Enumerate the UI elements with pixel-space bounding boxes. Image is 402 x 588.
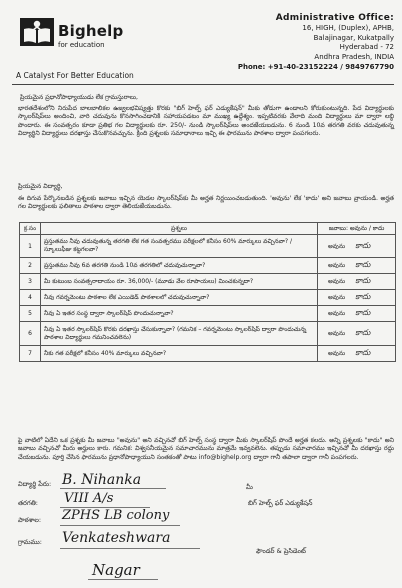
handwritten-village: Venkateshwara	[62, 530, 171, 546]
answer-cell	[318, 258, 396, 274]
row-number: 2	[20, 258, 41, 274]
table-header: క్ర.సం	[20, 223, 41, 235]
answer-label: అవును	[328, 330, 346, 337]
bighelp-logo-icon	[20, 16, 54, 48]
office-line: 16, HIGH, (Duplex), APHB,	[302, 23, 394, 32]
handwritten-answer: కాదు	[355, 260, 371, 269]
greeting: ప్రియమైన ప్రధానోపాధ్యాయుడు లేక గ్రామస్తురాలు,	[20, 94, 138, 101]
intro-paragraph: భారతదేశంలోని నిరుపేద బాలబాలికల ఉజ్వలభవిష్యత్తు కొరకు "బిగ్ హెల్ప్ ఫర్ ఎడ్యుకేషన్" మీకు తోడుగా ఉండాలని కోరుకుంటున్నది. పేద విద్యార్థులకు స్కాలర్‌షిప్‌లు అందించి, వారి చదువును కొనసాగించడానికి సహాయపడటం మా ముఖ్య ఉద్దేశ్యం. ఇప్పటివరకు వేలాది మంది విద్యార్థులు మా ద్వారా లబ్ధి పొందారు. ఈ సంవత్సరం కూడా ప్రతిభ గల విద్యార్థులకు రూ. 250/- నుండి స్కాలర్‌షిప్‌లు అందజేయబడును. 6 నుండి 10వ తరగతి వరకు చదువుతున్న విద్యార్థిని విద్యార్థులు దరఖాస్తు చేసుకొనవచ్చును. క్రింది ప్రశ్నలకు సమాధానాలు ఇచ్చి ఈ ఫారమును పాఠశాల ద్వారా పంపగలరు.	[18, 105, 394, 138]
table-header-row	[20, 223, 396, 235]
answer-label: అవును	[328, 278, 346, 285]
answer-cell	[318, 322, 396, 346]
question-text: మీ కుటుంబ సంవత్సరాదాయం రూ. 36,000/- (మూడు వేల రూపాయలు) మించకున్నదా?	[41, 274, 318, 290]
office-heading: Administrative Office:	[275, 13, 394, 23]
table-row	[20, 306, 396, 322]
answer-label: అవును	[328, 310, 346, 317]
eligibility-table	[19, 222, 396, 362]
signature-org: బిగ్ హెల్ప్ ఫర్ ఎడ్యుకేషన్	[248, 499, 313, 507]
table-row	[20, 274, 396, 290]
tagline: A Catalyst For Better Education	[16, 71, 134, 80]
school-underline	[60, 525, 180, 526]
table-row	[20, 235, 396, 258]
handwritten-class: VIII A/s	[64, 491, 114, 506]
answer-cell	[318, 290, 396, 306]
handwritten-answer: కాదు	[355, 276, 371, 285]
row-number: 1	[20, 235, 41, 258]
handwritten-answer: కాదు	[355, 292, 371, 301]
table-row	[20, 258, 396, 274]
handwritten-village-cont: Nagar	[92, 561, 140, 579]
brand-name: Bighelp	[58, 22, 124, 40]
school-label: పాఠశాల:	[18, 516, 42, 524]
answer-cell	[318, 306, 396, 322]
student-greeting: ప్రియమైన విద్యార్థి,	[18, 183, 63, 190]
office-line: Balajinagar, Kukatpally	[313, 33, 394, 42]
row-number: 7	[20, 346, 41, 362]
handwritten-answer: కాదు	[355, 308, 371, 317]
handwritten-answer: కాదు	[355, 328, 371, 337]
handwritten-name: B. Nihanka	[62, 472, 142, 488]
table-header: జవాబు: అవును / కాదు	[318, 223, 396, 235]
brand-subtitle: for education	[58, 41, 105, 49]
question-text: ప్రస్తుతము నీవు 6వ తరగతి నుండి 10వ తరగతిలో చదువుచున్నావా?	[41, 258, 318, 274]
office-address	[224, 14, 394, 73]
handwritten-school: ZPHS LB colony	[62, 508, 170, 523]
signature-title: ఫౌండర్ & ప్రెసిడెంట్	[256, 547, 306, 555]
answer-label: అవును	[328, 294, 346, 301]
answer-cell	[318, 346, 396, 362]
table-row	[20, 322, 396, 346]
name-underline	[60, 488, 166, 489]
village-underline-2	[88, 579, 158, 580]
office-line: Andhra Pradesh, INDIA	[314, 53, 394, 62]
class-label: తరగతి:	[18, 499, 38, 507]
handwritten-answer: కాదు	[355, 240, 371, 250]
question-text: నీవు ఏ ఇతర సంస్థ ద్వారా స్కాలర్‌షిప్ పొందుచున్నావా?	[41, 306, 318, 322]
signature-salutation: మీ	[246, 483, 253, 491]
question-text: నీవు గవర్నమెంటు పాఠశాల లేక ఎయిడెడ్ పాఠశాలలో చదువుచున్నావా?	[41, 290, 318, 306]
closing-paragraph: పై వాటిలో ఏదేని ఒక ప్రశ్నకు మీ జవాబు "అవును" అని వచ్చినచో బిగ్ హెల్ప్ సంస్థ ద్వారా మీకు స్కాలర్‌షిప్ పొందే అర్హత కలదు. అన్ని ప్రశ్నలకు "కాదు" అని జవాబు వచ్చినచో మీరు అర్హులు కారు. గమనిక: విశ్వసనీయమైన సమాచారమును మాత్రమే ఇవ్వవలెను. తప్పుడు సమాచారము ఇచ్చినచో మీ దరఖాస్తు రద్దు చేయబడును. పూర్తి చేసిన ఫారమును ప్రధానోపాధ్యాయుని సంతకంతో పాటు info@bighelp.org ద్వారా గానీ తపాలా ద్వారా గానీ పంపగలరు.	[18, 437, 394, 461]
village-label: గ్రామము:	[18, 538, 42, 546]
name-label: విద్యార్థి పేరు:	[18, 480, 52, 488]
row-number: 3	[20, 274, 41, 290]
row-number: 4	[20, 290, 41, 306]
question-text: ప్రస్తుతము నీవు చదువుతున్న తరగతి లేక గత సంవత్సరము పరీక్షలలో కనీసం 60% మార్కులు వచ్చినవా? / స్కూలుఫీజు కట్టగలవా?	[41, 235, 318, 258]
answer-label: అవును	[328, 262, 346, 269]
answer-cell	[318, 235, 396, 258]
row-number: 6	[20, 322, 41, 346]
question-text: నీవు ఏ ఇతర స్కాలర్‌షిప్ కొరకు దరఖాస్తు చేసుకున్నావా? (గమనిక – గవర్నమెంటు స్కాలర్‌షిప్ ద్వారా పొందుచున్న పాఠశాల విద్యార్థులు గమనించవలెను)	[41, 322, 318, 346]
table-row	[20, 346, 396, 362]
office-line: Hyderabad - 72	[339, 43, 394, 52]
handwritten-answer: కాదు	[355, 348, 371, 357]
office-phone: Phone: +91-40-23152224 / 9849767790	[237, 62, 394, 71]
answer-cell	[318, 274, 396, 290]
header-divider	[12, 84, 394, 85]
table-header: ప్రశ్నలు	[41, 223, 318, 235]
table-row	[20, 290, 396, 306]
row-number: 5	[20, 306, 41, 322]
answer-label: అవును	[328, 242, 346, 250]
question-text: నీకు గత పరీక్షలో కనీసం 40% మార్కులు వచ్చినవా?	[41, 346, 318, 362]
answer-label: అవును	[328, 350, 346, 357]
instructions-paragraph: ఈ దిగువ పేర్కొనబడిన ప్రశ్నలకు జవాబు ఇచ్చిన యెడల స్కాలర్‌షిప్‌కు మీ అర్హత నిర్ణయించబడుతుంది. 'అవును' లేక 'కాదు' అని జవాబు వ్రాయండి. అర్హత గల విద్యార్థులకు ఫలితాలు పాఠశాల ద్వారా తెలియజేయబడును.	[18, 195, 394, 211]
village-underline	[60, 548, 200, 549]
